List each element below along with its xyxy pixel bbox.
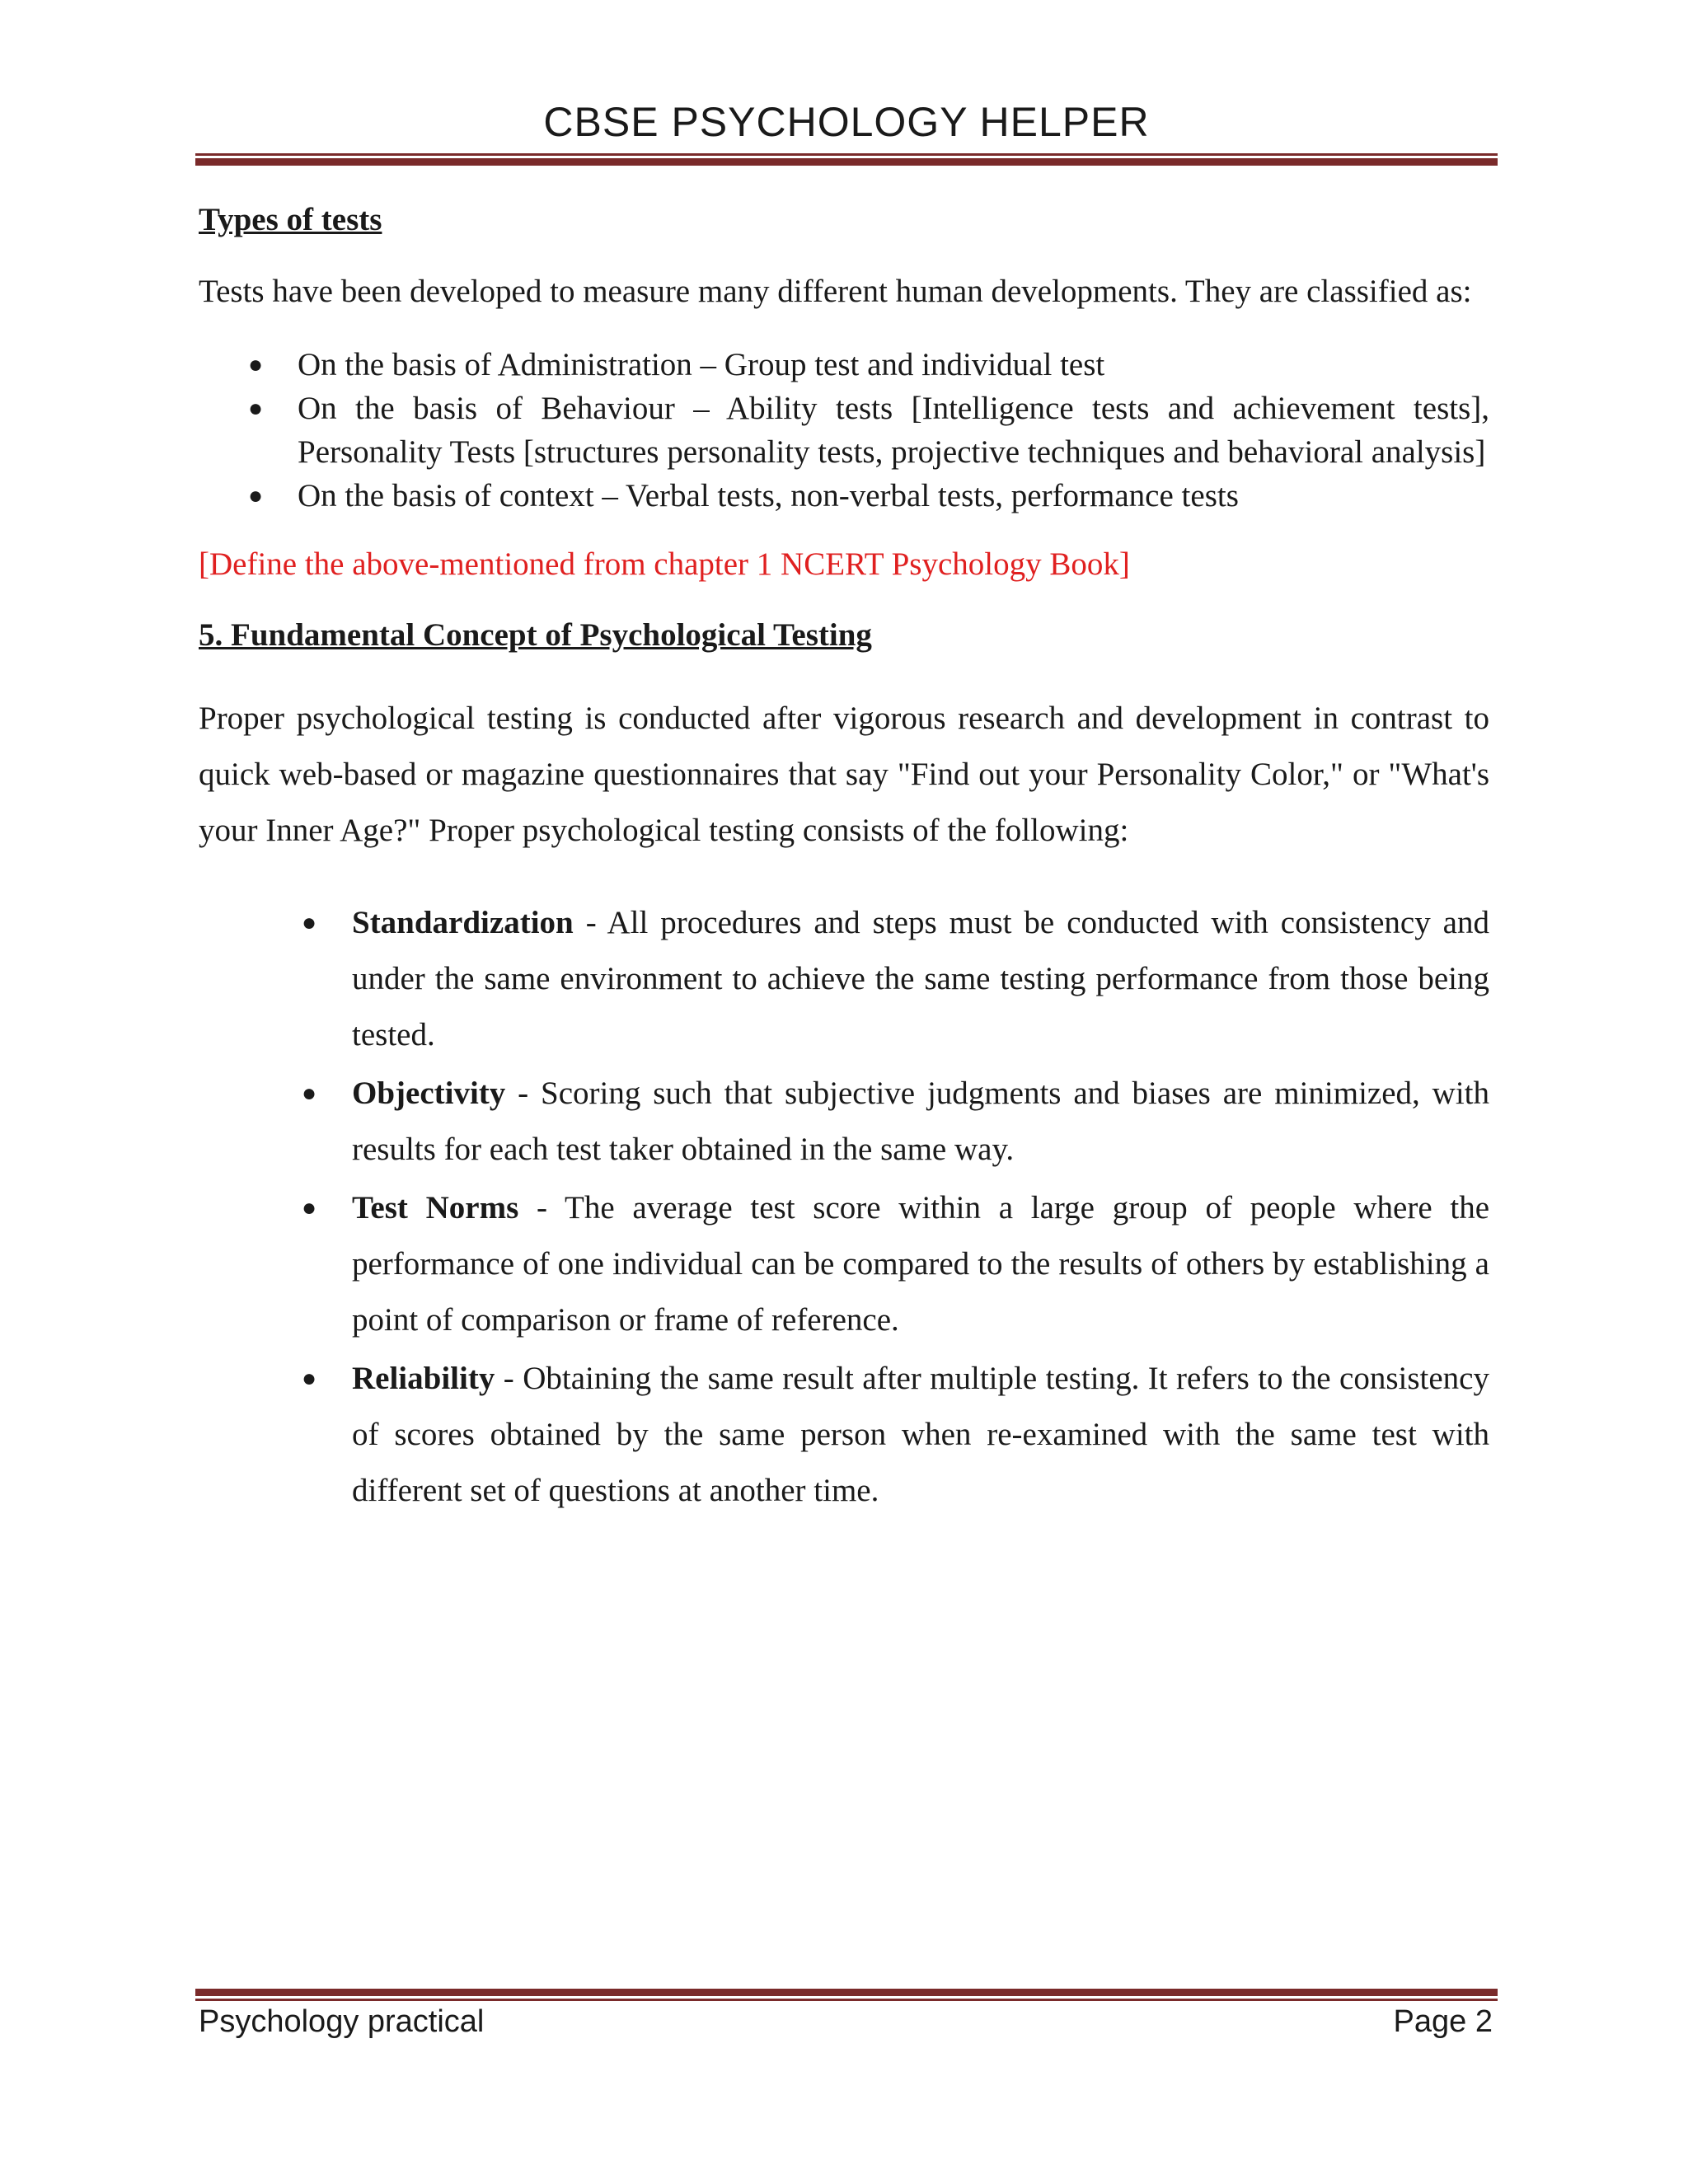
bullet-icon: ● [302,1080,317,1107]
footer-left-text: Psychology practical [199,2004,485,2039]
bullet-icon: ● [248,351,264,378]
types-item-text: On the basis of Administration – Group test and individual test [298,347,1105,382]
page-header-title: CBSE PSYCHOLOGY HELPER [543,99,1150,145]
types-intro-paragraph: Tests have been developed to measure many different human developments. They are classified as: [199,274,1472,309]
list-item [199,474,1489,518]
concept-description: - Obtaining the same result after multiple testing. It refers to the consistency of scores obtained by the same person when re-examined with the same test with different set of questions at another time. [352,1361,1489,1508]
page-content [199,198,1489,1519]
bullet-icon: ● [302,909,317,936]
types-list [199,343,1489,518]
list-item [199,1066,1489,1178]
bullet-icon: ● [302,1194,317,1221]
concept-description: - All procedures and steps must be conducted with consistency and under the same environment to achieve the same testing performance from those being tested. [352,905,1489,1052]
concept-description: - Scoring such that subjective judgments and biases are minimized, with results for each test taker obtained in the same way. [352,1076,1489,1167]
concept-description: - The average test score within a large group of people where the performance of one individual can be compared to the results of others by establishing a point of comparison or frame of reference. [352,1190,1490,1338]
page-number: Page 2 [1393,2004,1493,2039]
ncert-note: [Define the above-mentioned from chapter 1 NCERT Psychology Book] [199,546,1130,582]
bullet-icon: ● [302,1365,317,1392]
footer-rule-thick [195,1989,1498,1996]
header-rule-thin [195,153,1498,156]
list-item [199,387,1489,474]
types-of-tests-heading: Types of tests [199,202,382,237]
concepts-list [199,895,1489,1519]
bullet-icon: ● [248,482,264,509]
concept-term: Reliability [352,1361,495,1396]
fundamental-intro-paragraph: Proper psychological testing is conducted after vigorous research and development in contrast to quick web-based or magazine questionnaires that say "Find out your Personality Color," or "What's your Inner Age?" Proper psychological testing consists of the following: [199,701,1489,848]
list-item [199,895,1489,1063]
fundamental-concept-heading: 5. Fundamental Concept of Psychological Testing [199,617,872,653]
types-item-text: On the basis of Behaviour – Ability tests [Intelligence tests and achievement tests], Personality Tests [structures personality tests, projective techniques and behavioral analysis] [298,391,1489,470]
bullet-icon: ● [248,395,264,422]
list-item [199,1180,1489,1348]
concept-term: Standardization [352,905,574,940]
concept-term: Test Norms [352,1190,519,1226]
list-item [199,1351,1489,1519]
list-item [199,343,1489,387]
types-item-text: On the basis of context – Verbal tests, non-verbal tests, performance tests [298,478,1239,513]
footer-rule-thin [195,1999,1498,2001]
header-rule-thick [195,158,1498,166]
concept-term: Objectivity [352,1076,506,1111]
